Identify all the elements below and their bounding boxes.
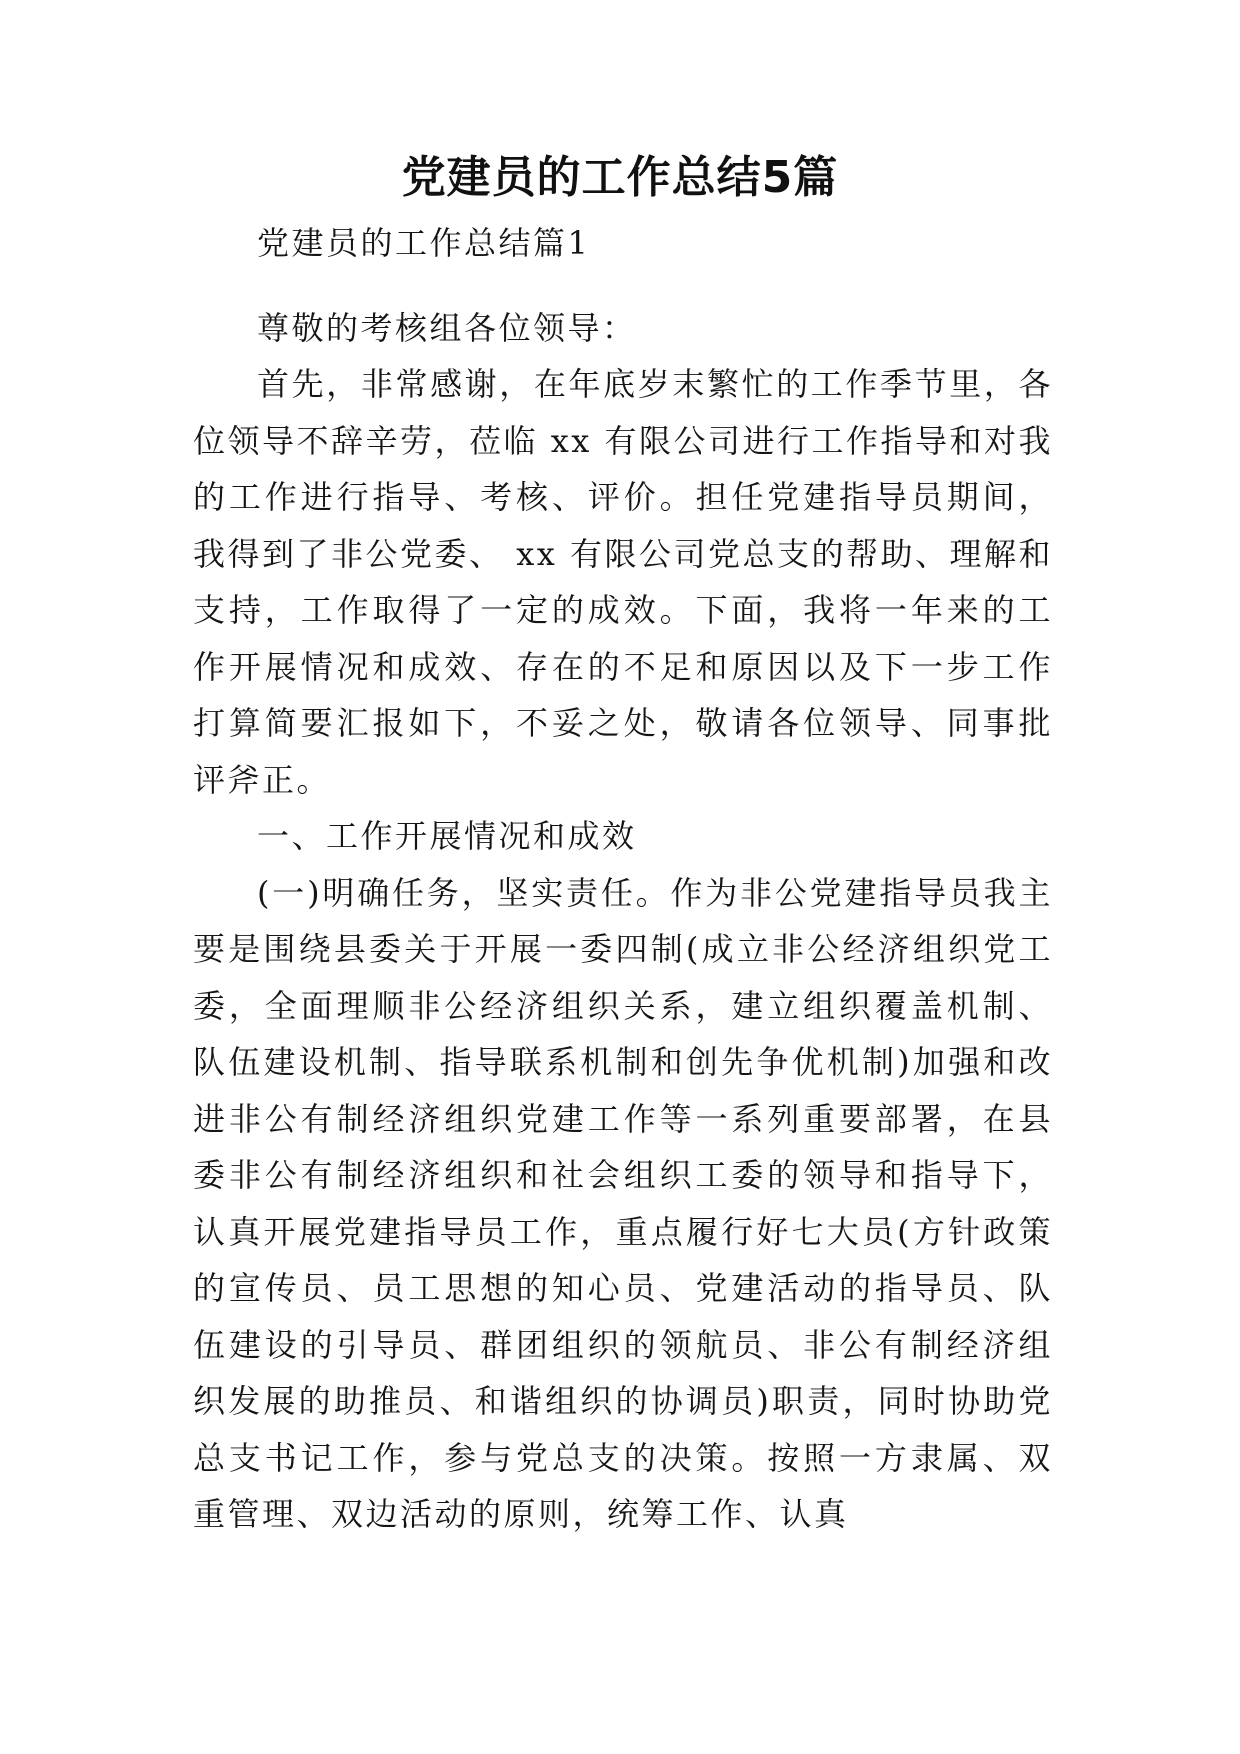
document-body bbox=[193, 215, 1053, 1543]
section-heading: 党建员的工作总结篇1 bbox=[257, 224, 591, 262]
salutation: 尊敬的考核组各位领导： bbox=[257, 308, 637, 347]
intro-paragraph: 首先，非常感谢，在年底岁末繁忙的工作季节里，各位领导不辞辛劳，莅临 xx 有限公司进行工作指导和对我的工作进行指导、考核、评价。担任党建指导员期间，我得到了非公党委、 xx 有限公司党总支的帮助、理解和支持，工作取得了一定的成效。下面，我将一年来的工作开展情况和成效、存在的不足和原因以及下一步工作打算简要汇报如下，不妥之处，敬请各位领导、同事批评斧正。 bbox=[193, 365, 1053, 799]
document-title: 党建员的工作总结5篇 bbox=[401, 152, 839, 203]
body-paragraph: (一)明确任务，坚实责任。作为非公党建指导员我主要是围绕县委关于开展一委四制(成立非公经济组织党工委，全面理顺非公经济组织关系，建立组织覆盖机制、队伍建设机制、指导联系机制和创先争优机制)加强和改进非公有制经济组织党建工作等一系列重要部署，在县委非公有制经济组织和社会组织工委的领导和指导下，认真开展党建指导员工作，重点履行好七大员(方针政策的宣传员、员工思想的知心员、党建活动的指导员、队伍建设的引导员、群团组织的领航员、非公有制经济组织发展的助推员、和谐组织的协调员)职责，同时协助党总支书记工作，参与党总支的决策。按照一方隶属、双重管理、双边活动的原则，统筹工作、认真 bbox=[193, 873, 1053, 1533]
subsection-heading: 一、工作开展情况和成效 bbox=[257, 817, 637, 855]
